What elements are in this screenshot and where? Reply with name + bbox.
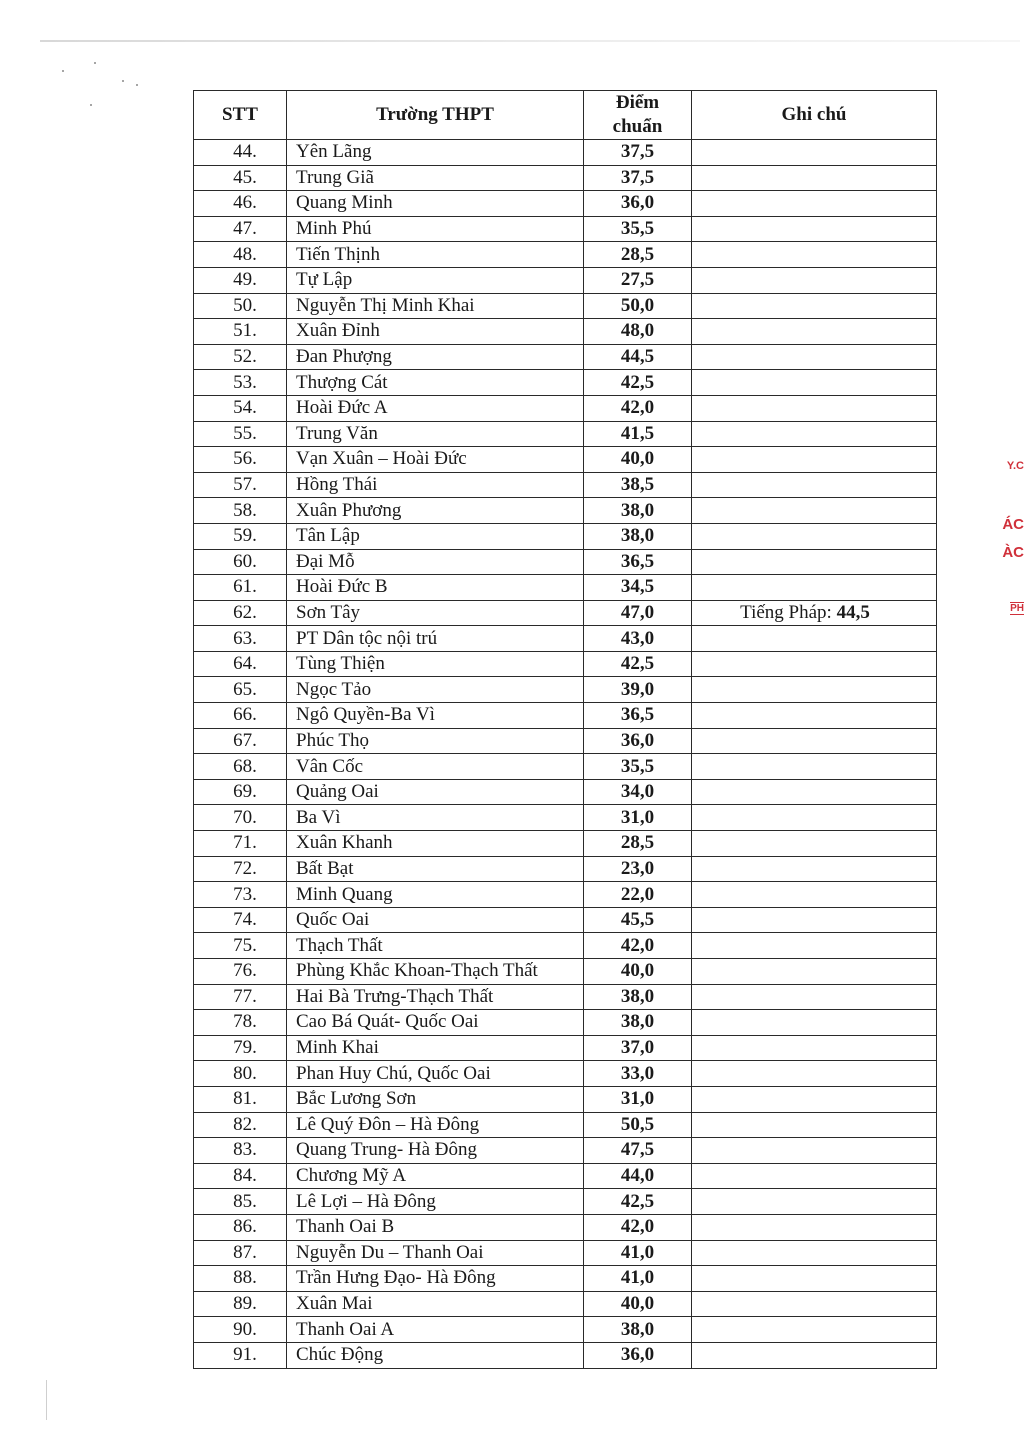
row-stt: 44.	[194, 140, 287, 166]
row-benchmark-score: 36,5	[584, 703, 692, 729]
row-note	[692, 293, 937, 319]
row-school-name: Nguyễn Thị Minh Khai	[287, 293, 584, 319]
row-benchmark-score: 47,5	[584, 1138, 692, 1164]
stamp-text: ÀC	[1002, 544, 1024, 561]
row-school-name: Tùng Thiện	[287, 651, 584, 677]
row-note	[692, 1010, 937, 1036]
row-note	[692, 1291, 937, 1317]
table-row	[194, 1189, 937, 1215]
stamp-text: Y.C	[1006, 460, 1024, 472]
scan-edge-line	[40, 40, 1020, 42]
row-stt: 73.	[194, 882, 287, 908]
row-school-name: Trung Văn	[287, 421, 584, 447]
row-note-label: Tiếng Pháp:	[740, 601, 832, 623]
row-note	[692, 1240, 937, 1266]
row-school-name: Phúc Thọ	[287, 728, 584, 754]
row-benchmark-score: 44,5	[584, 344, 692, 370]
row-stt: 69.	[194, 779, 287, 805]
row-stt: 61.	[194, 575, 287, 601]
row-stt: 82.	[194, 1112, 287, 1138]
row-stt: 50.	[194, 293, 287, 319]
table-row	[194, 779, 937, 805]
row-note	[692, 600, 937, 626]
row-benchmark-score: 41,5	[584, 421, 692, 447]
row-school-name: Tiến Thịnh	[287, 242, 584, 268]
table-header-row	[194, 91, 937, 140]
row-note	[692, 498, 937, 524]
row-school-name: Minh Khai	[287, 1035, 584, 1061]
stamp-text: ÁC	[1002, 516, 1024, 533]
row-benchmark-score: 41,0	[584, 1266, 692, 1292]
row-benchmark-score: 38,0	[584, 523, 692, 549]
row-note	[692, 882, 937, 908]
row-stt: 76.	[194, 959, 287, 985]
row-benchmark-score: 28,5	[584, 831, 692, 857]
table-row	[194, 831, 937, 857]
row-stt: 48.	[194, 242, 287, 268]
row-school-name: Quang Trung- Hà Đông	[287, 1138, 584, 1164]
row-note	[692, 1163, 937, 1189]
row-school-name: Xuân Khanh	[287, 831, 584, 857]
row-school-name: Lê Lợi – Hà Đông	[287, 1189, 584, 1215]
row-stt: 75.	[194, 933, 287, 959]
row-benchmark-score: 37,5	[584, 140, 692, 166]
row-benchmark-score: 42,5	[584, 370, 692, 396]
row-school-name: Trần Hưng Đạo- Hà Đông	[287, 1266, 584, 1292]
table-row	[194, 242, 937, 268]
row-stt: 80.	[194, 1061, 287, 1087]
row-school-name: Quốc Oai	[287, 907, 584, 933]
row-note	[692, 933, 937, 959]
row-benchmark-score: 42,0	[584, 1214, 692, 1240]
row-stt: 71.	[194, 831, 287, 857]
table-row	[194, 984, 937, 1010]
row-stt: 62.	[194, 600, 287, 626]
row-stt: 45.	[194, 165, 287, 191]
row-benchmark-score: 34,5	[584, 575, 692, 601]
table-row	[194, 344, 937, 370]
row-benchmark-score: 31,0	[584, 1086, 692, 1112]
row-benchmark-score: 48,0	[584, 319, 692, 345]
benchmark-score-table	[193, 90, 937, 1369]
row-stt: 59.	[194, 523, 287, 549]
table-row	[194, 293, 937, 319]
table-row	[194, 626, 937, 652]
row-school-name: Quang Minh	[287, 191, 584, 217]
row-school-name: Hoài Đức B	[287, 575, 584, 601]
row-school-name: Quảng Oai	[287, 779, 584, 805]
row-note	[692, 395, 937, 421]
row-stt: 89.	[194, 1291, 287, 1317]
row-note	[692, 1086, 937, 1112]
table-row	[194, 1086, 937, 1112]
table-row	[194, 472, 937, 498]
row-note	[692, 728, 937, 754]
row-stt: 58.	[194, 498, 287, 524]
row-stt: 74.	[194, 907, 287, 933]
table-row	[194, 882, 937, 908]
row-benchmark-score: 38,0	[584, 984, 692, 1010]
row-stt: 64.	[194, 651, 287, 677]
row-school-name: Xuân Đỉnh	[287, 319, 584, 345]
row-school-name: Thạch Thất	[287, 933, 584, 959]
row-benchmark-score: 22,0	[584, 882, 692, 908]
row-school-name: Nguyễn Du – Thanh Oai	[287, 1240, 584, 1266]
row-note	[692, 216, 937, 242]
row-benchmark-score: 33,0	[584, 1061, 692, 1087]
row-school-name: Đan Phượng	[287, 344, 584, 370]
row-note	[692, 472, 937, 498]
row-note	[692, 1189, 937, 1215]
row-stt: 87.	[194, 1240, 287, 1266]
row-school-name: Thanh Oai B	[287, 1214, 584, 1240]
row-school-name: Đại Mỗ	[287, 549, 584, 575]
row-school-name: Cao Bá Quát- Quốc Oai	[287, 1010, 584, 1036]
row-school-name: Minh Phú	[287, 216, 584, 242]
table-row	[194, 1240, 937, 1266]
row-stt: 47.	[194, 216, 287, 242]
speck	[136, 84, 138, 86]
row-benchmark-score: 47,0	[584, 600, 692, 626]
speck	[62, 70, 64, 72]
row-note	[692, 421, 937, 447]
row-stt: 66.	[194, 703, 287, 729]
row-stt: 46.	[194, 191, 287, 217]
row-note	[692, 754, 937, 780]
table-row	[194, 1112, 937, 1138]
row-note	[692, 140, 937, 166]
row-note	[692, 831, 937, 857]
row-benchmark-score: 35,5	[584, 754, 692, 780]
table-row	[194, 370, 937, 396]
row-stt: 78.	[194, 1010, 287, 1036]
table-row	[194, 165, 937, 191]
row-school-name: Ngô Quyền-Ba Vì	[287, 703, 584, 729]
row-note	[692, 1266, 937, 1292]
row-benchmark-score: 38,0	[584, 498, 692, 524]
row-benchmark-score: 42,5	[584, 1189, 692, 1215]
row-stt: 77.	[194, 984, 287, 1010]
row-note	[692, 1138, 937, 1164]
scan-margin-mark	[46, 1380, 47, 1420]
row-benchmark-score: 37,0	[584, 1035, 692, 1061]
row-benchmark-score: 39,0	[584, 677, 692, 703]
row-benchmark-score: 40,0	[584, 447, 692, 473]
row-school-name: Tự Lập	[287, 267, 584, 293]
table-row	[194, 805, 937, 831]
row-stt: 84.	[194, 1163, 287, 1189]
row-note-value: 44,5	[836, 601, 870, 623]
row-school-name: Hoài Đức A	[287, 395, 584, 421]
row-note	[692, 779, 937, 805]
row-benchmark-score: 38,0	[584, 1317, 692, 1343]
row-note	[692, 1214, 937, 1240]
row-note	[692, 575, 937, 601]
table-row	[194, 959, 937, 985]
row-benchmark-score: 27,5	[584, 267, 692, 293]
row-benchmark-score: 42,5	[584, 651, 692, 677]
table-row	[194, 267, 937, 293]
row-benchmark-score: 35,5	[584, 216, 692, 242]
table-row	[194, 1291, 937, 1317]
row-benchmark-score: 23,0	[584, 856, 692, 882]
row-note	[692, 907, 937, 933]
row-benchmark-score: 40,0	[584, 959, 692, 985]
table-row	[194, 395, 937, 421]
table-row	[194, 754, 937, 780]
row-stt: 79.	[194, 1035, 287, 1061]
row-school-name: Bắc Lương Sơn	[287, 1086, 584, 1112]
row-note	[692, 267, 937, 293]
row-benchmark-score: 41,0	[584, 1240, 692, 1266]
row-benchmark-score: 37,5	[584, 165, 692, 191]
row-school-name: Chương Mỹ A	[287, 1163, 584, 1189]
row-school-name: Xuân Mai	[287, 1291, 584, 1317]
row-stt: 57.	[194, 472, 287, 498]
row-school-name: Vạn Xuân – Hoài Đức	[287, 447, 584, 473]
row-stt: 72.	[194, 856, 287, 882]
table-row	[194, 907, 937, 933]
row-benchmark-score: 36,0	[584, 191, 692, 217]
row-school-name: Hai Bà Trưng-Thạch Thất	[287, 984, 584, 1010]
row-note	[692, 856, 937, 882]
row-benchmark-score: 31,0	[584, 805, 692, 831]
table-row	[194, 728, 937, 754]
row-school-name: Sơn Tây	[287, 600, 584, 626]
row-note	[692, 703, 937, 729]
table-row	[194, 140, 937, 166]
table-row	[194, 1061, 937, 1087]
row-stt: 54.	[194, 395, 287, 421]
speck	[94, 62, 96, 64]
row-benchmark-score: 36,0	[584, 728, 692, 754]
row-benchmark-score: 28,5	[584, 242, 692, 268]
row-benchmark-score: 34,0	[584, 779, 692, 805]
row-note	[692, 549, 937, 575]
table-row	[194, 1266, 937, 1292]
row-stt: 67.	[194, 728, 287, 754]
table-row	[194, 703, 937, 729]
table-row	[194, 600, 937, 626]
row-benchmark-score: 50,5	[584, 1112, 692, 1138]
row-school-name: Vân Cốc	[287, 754, 584, 780]
row-benchmark-score: 50,0	[584, 293, 692, 319]
row-stt: 85.	[194, 1189, 287, 1215]
row-note	[692, 242, 937, 268]
row-benchmark-score: 38,0	[584, 1010, 692, 1036]
table-row	[194, 549, 937, 575]
row-note	[692, 319, 937, 345]
row-stt: 63.	[194, 626, 287, 652]
row-school-name: PT Dân tộc nội trú	[287, 626, 584, 652]
row-school-name: Phùng Khắc Khoan-Thạch Thất	[287, 959, 584, 985]
row-school-name: Ngọc Tảo	[287, 677, 584, 703]
table-row	[194, 1317, 937, 1343]
row-stt: 49.	[194, 267, 287, 293]
row-stt: 51.	[194, 319, 287, 345]
row-benchmark-score: 45,5	[584, 907, 692, 933]
row-stt: 88.	[194, 1266, 287, 1292]
row-note	[692, 1061, 937, 1087]
table-row	[194, 1010, 937, 1036]
row-note	[692, 805, 937, 831]
row-stt: 90.	[194, 1317, 287, 1343]
row-note	[692, 1317, 937, 1343]
header-school: Trường THPT	[287, 91, 584, 140]
row-school-name: Thanh Oai A	[287, 1317, 584, 1343]
row-stt: 53.	[194, 370, 287, 396]
header-score-line2: chuẩn	[612, 116, 663, 137]
table-row	[194, 191, 937, 217]
row-note	[692, 370, 937, 396]
row-stt: 86.	[194, 1214, 287, 1240]
row-benchmark-score: 36,0	[584, 1342, 692, 1368]
row-benchmark-score: 40,0	[584, 1291, 692, 1317]
table-row	[194, 856, 937, 882]
row-stt: 91.	[194, 1342, 287, 1368]
header-score-line1: Điểm	[615, 92, 660, 113]
stamp-text: PH	[1010, 603, 1024, 614]
scan-specks	[60, 60, 160, 120]
table-row	[194, 575, 937, 601]
row-benchmark-score: 42,0	[584, 395, 692, 421]
row-school-name: Tân Lập	[287, 523, 584, 549]
table-row	[194, 498, 937, 524]
header-stt: STT	[194, 91, 287, 140]
row-school-name: Lê Quý Đôn – Hà Đông	[287, 1112, 584, 1138]
row-school-name: Thượng Cát	[287, 370, 584, 396]
table-row	[194, 651, 937, 677]
row-note	[692, 677, 937, 703]
table-row	[194, 447, 937, 473]
table-row	[194, 933, 937, 959]
row-note	[692, 651, 937, 677]
row-benchmark-score: 44,0	[584, 1163, 692, 1189]
speck	[90, 104, 92, 106]
table-row	[194, 523, 937, 549]
table-row	[194, 1342, 937, 1368]
row-school-name: Chúc Động	[287, 1342, 584, 1368]
red-stamp-fragment	[994, 450, 1024, 630]
row-school-name: Ba Vì	[287, 805, 584, 831]
header-score	[584, 91, 692, 140]
row-school-name: Phan Huy Chú, Quốc Oai	[287, 1061, 584, 1087]
row-note	[692, 447, 937, 473]
table-row	[194, 1035, 937, 1061]
table-row	[194, 421, 937, 447]
row-note	[692, 523, 937, 549]
row-school-name: Trung Giã	[287, 165, 584, 191]
row-note	[692, 626, 937, 652]
row-school-name: Yên Lãng	[287, 140, 584, 166]
row-benchmark-score: 38,5	[584, 472, 692, 498]
row-stt: 70.	[194, 805, 287, 831]
row-school-name: Minh Quang	[287, 882, 584, 908]
table-row	[194, 677, 937, 703]
table-row	[194, 1138, 937, 1164]
row-note	[692, 984, 937, 1010]
row-stt: 81.	[194, 1086, 287, 1112]
row-stt: 52.	[194, 344, 287, 370]
row-note	[692, 1112, 937, 1138]
table-row	[194, 216, 937, 242]
row-note	[692, 959, 937, 985]
table-row	[194, 1163, 937, 1189]
row-school-name: Xuân Phương	[287, 498, 584, 524]
row-note	[692, 191, 937, 217]
row-note	[692, 1035, 937, 1061]
row-note	[692, 1342, 937, 1368]
row-note	[692, 344, 937, 370]
row-stt: 56.	[194, 447, 287, 473]
row-benchmark-score: 36,5	[584, 549, 692, 575]
row-benchmark-score: 42,0	[584, 933, 692, 959]
row-stt: 68.	[194, 754, 287, 780]
row-note	[692, 165, 937, 191]
row-school-name: Bất Bạt	[287, 856, 584, 882]
table-row	[194, 319, 937, 345]
row-stt: 83.	[194, 1138, 287, 1164]
row-school-name: Hồng Thái	[287, 472, 584, 498]
row-stt: 60.	[194, 549, 287, 575]
row-stt: 55.	[194, 421, 287, 447]
table-body	[194, 140, 937, 1369]
row-benchmark-score: 43,0	[584, 626, 692, 652]
speck	[122, 80, 124, 82]
header-note: Ghi chú	[692, 91, 937, 140]
row-stt: 65.	[194, 677, 287, 703]
table-row	[194, 1214, 937, 1240]
